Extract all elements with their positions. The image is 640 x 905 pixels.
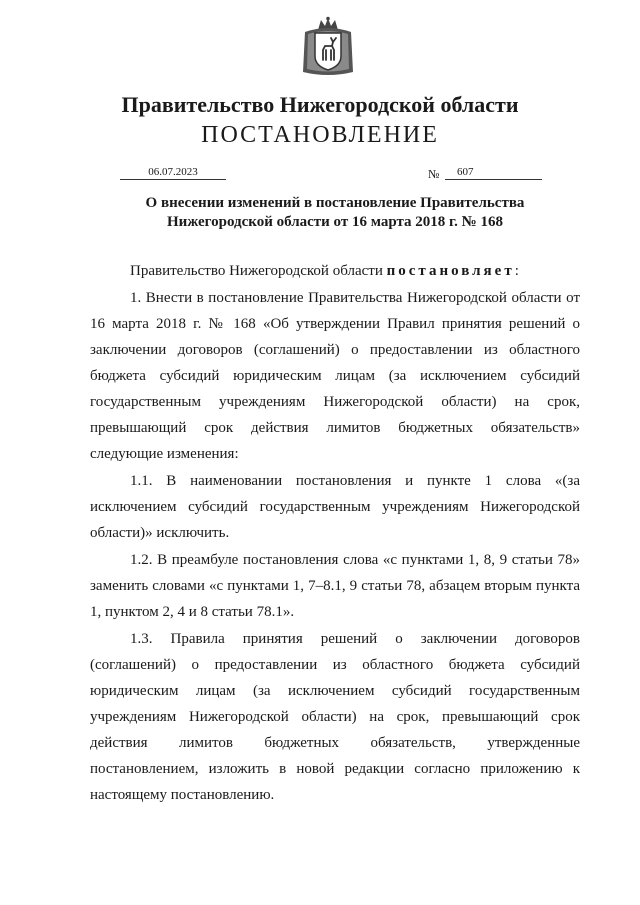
document-date: 06.07.2023: [120, 166, 226, 180]
subject-line-2: Нижегородской области от 16 марта 2018 г. № 168: [167, 214, 503, 230]
paragraph-1-3: 1.3. Правила принятия решений о заключении договоров (соглашений) о предоставлении из областного бюджета субсидий юридическим лицам (за исключением субсидий государственным учреждениям Нижегородской области) на срок, превышающий срок действия лимитов бюджетных обязательств, утвержденные постановлением, изложить в новой редакции согласно приложению к настоящему постановлению.: [90, 631, 580, 803]
document-number: 607: [445, 166, 542, 180]
number-label: №: [428, 167, 440, 181]
document-subject: [90, 194, 580, 232]
coat-of-arms-icon: [301, 16, 355, 76]
intro-paragraph: [90, 258, 580, 284]
paragraph-1-1: 1.1. В наименовании постановления и пункте 1 слова «(за исключением субсидий государственным учреждениям Нижегородской области)» исключить.: [90, 473, 580, 541]
paragraph-1: 1. Внести в постановление Правительства Нижегородской области от 16 марта 2018 г. № 168 «Об утверждении Правил принятия решений о заключении договоров (соглашений) о предоставлении из областного бюджета субсидий юридическим лицам (за исключением субсидий государственным учреждениям Нижегородской области) на срок, превышающий срок действия лимитов бюджетных обязательств» следующие изменения:: [90, 290, 580, 462]
paragraph-1-2: 1.2. В преамбуле постановления слова «с пунктами 1, 8, 9 статьи 78» заменить словами «с пунктами 1, 7–8.1, 9 статьи 78, абзацем вторым пункта 1, пунктом 2, 4 и 8 статьи 78.1».: [90, 552, 580, 620]
document-type: ПОСТАНОВЛЕНИЕ: [201, 122, 439, 148]
intro-prefix: Правительство Нижегородской области: [130, 263, 387, 279]
decree-word: постановляет: [386, 263, 515, 279]
government-title: Правительство Нижегородской области: [121, 92, 519, 117]
document-body: [90, 258, 580, 809]
subject-line-1: О внесении изменений в постановление Правительства: [145, 195, 525, 211]
intro-suffix: :: [514, 263, 519, 279]
